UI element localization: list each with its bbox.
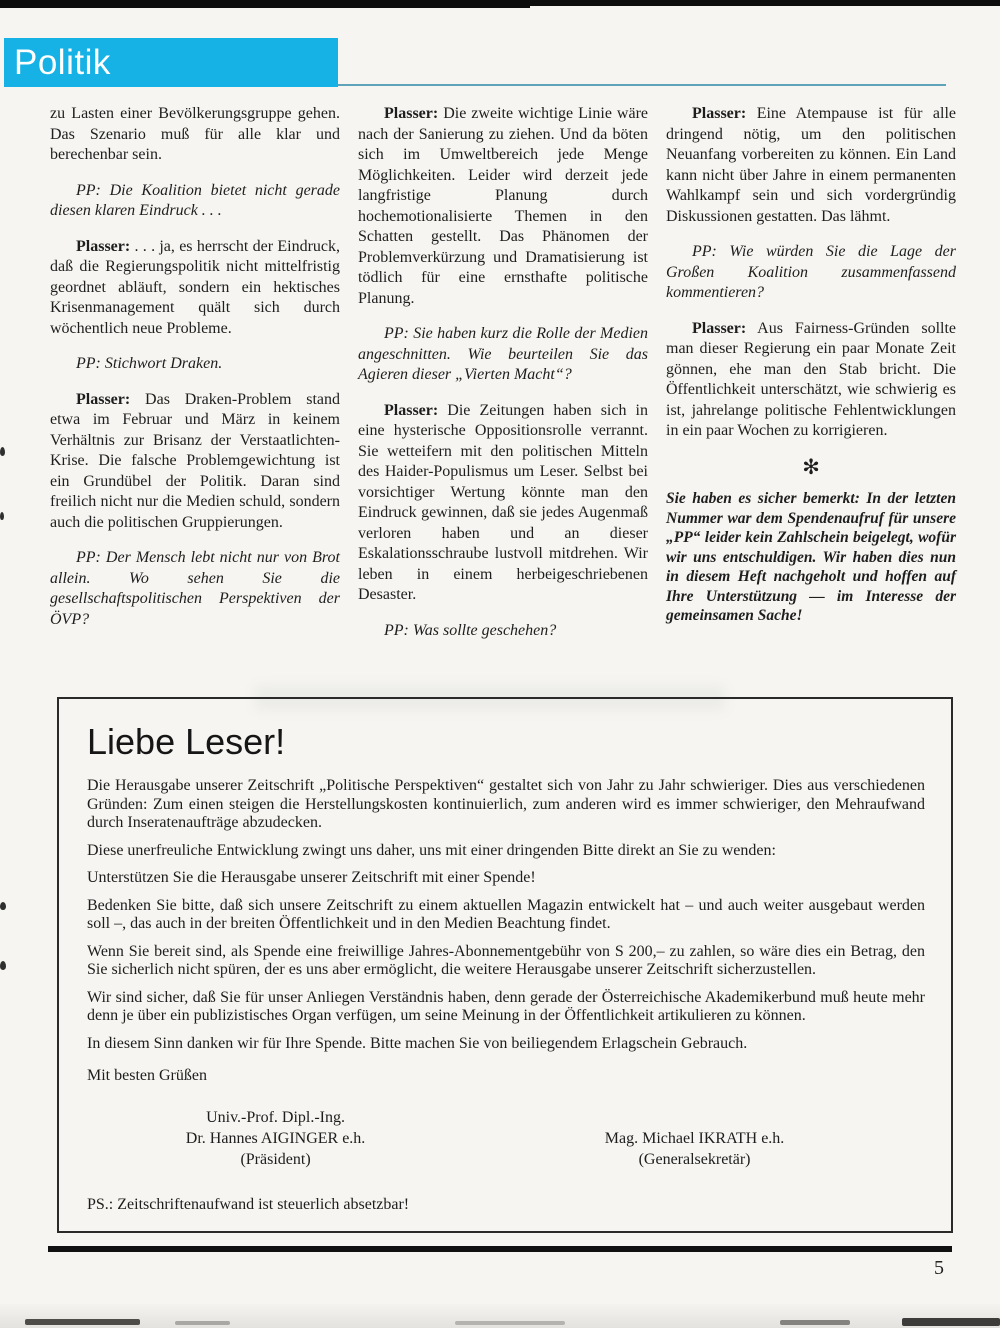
letter-box (57, 697, 953, 1233)
signature-line: Univ.-Prof. Dipl.-Ing. (206, 1109, 346, 1126)
signature-line: (Präsident) (240, 1151, 311, 1168)
interview-question: PP: Wie würden Sie die Lage der Großen Koalition zusammenfassend kommentieren? (666, 243, 956, 301)
interview-answer: Plasser: Das Draken-Problem stand etwa im Februar und März in keinem Verhältnis zur Brisanz der Verstaatlichten-Krise. Die falsche Problemgewichtung ist ein Grundübel der Politik. Daran sind freilich nicht nur die Medien schuld, sondern auch die politischen Gruppierungen. (50, 390, 340, 531)
signature-line: Dr. Hannes AIGINGER e.h. (185, 1130, 366, 1147)
letter-paragraph: Bedenken Sie bitte, daß sich unsere Zeitschrift zu einem aktuellen Magazin entwickelt hat – und auch weiter ausgebaut werden soll –, das auch in der breiten Öffentlichkeit und in den Medien Beachtung findet. (87, 896, 925, 932)
scan-edge-dash (780, 1320, 850, 1325)
margin-ink-mark (0, 512, 4, 520)
interview-question: PP: Die Koalition bietet nicht gerade diesen klaren Eindruck . . . (50, 181, 340, 219)
signature-line: (Generalsekretär) (638, 1151, 751, 1168)
article-column-1 (50, 104, 340, 656)
letter-body (87, 777, 925, 1053)
section-separator-asterisk: ✻ (802, 454, 820, 479)
interview-answer: Plasser: Eine Atempause ist für alle dringend nötig, um den politischen Neuanfang vorbereiten zu können. Ein Land kann nicht über Jahre in einem permanenten Wahlkampf sein und sich vordergründig Diskussionen gestatten. Das lähmt. (666, 105, 956, 225)
interview-answer: Plasser: Die Zeitungen haben sich in eine hysterische Oppositionsrolle verrannt. Sie wetteifern mit den politischen Mitteln des Haider-Populismus um Leser. Selbst bei vorsichtiger Wertung könnte man den Eindruck gewinnen, daß sie jedes Augenmaß verloren haben und an dieser Eskalationsschraube lustvoll mitdrehen. Wir leben in einem herbeigeschriebenen Desaster. (358, 401, 648, 603)
margin-ink-mark (0, 447, 5, 456)
signature-secretary (464, 1107, 925, 1170)
letter-ps: PS.: Zeitschriftenaufwand ist steuerlich absetzbar! (87, 1196, 410, 1213)
page-number: 5 (934, 1257, 944, 1279)
signature-blocks (87, 1107, 925, 1170)
section-header-box (4, 38, 338, 87)
letter-paragraph: Wenn Sie bereit sind, als Spende eine freiwillige Jahres-Abonnementgebühr von S 200,– zu zahlen, so wäre dies ein Betrag, den Sie sicherlich nicht spüren, der es uns aber ermöglicht, die weitere Herausgabe unserer Zeitschrift sicherzustellen. (87, 942, 925, 978)
margin-ink-mark (0, 961, 6, 970)
scan-edge-top-fade (530, 6, 1000, 9)
letter-paragraph: Wir sind sicher, daß Sie für unser Anliegen Verständnis haben, denn gerade der Österreichische Akademikerbund muß heute mehr denn je über ein publizistisches Organ verfügen, um seine Meinung in der Öffentlichkeit artikulieren zu können. (87, 988, 925, 1024)
letter-title: Liebe Leser! (87, 721, 286, 762)
scan-edge-dash (25, 1319, 140, 1325)
interview-question: PP: Sie haben kurz die Rolle der Medien angeschnitten. Wie beurteilen Sie das Agieren dieser „Vierten Macht“? (358, 325, 648, 383)
article-column-3 (666, 104, 956, 656)
scan-edge-dash (902, 1318, 1000, 1326)
header-rule (338, 84, 946, 86)
letter-paragraph: Diese unerfreuliche Entwicklung zwingt uns daher, uns mit einer dringenden Bitte direkt an Sie zu wenden: (87, 841, 776, 859)
article-columns (50, 104, 956, 656)
section-title: Politik (14, 43, 111, 82)
interview-answer: Plasser: Aus Fairness-Gründen sollte man dieser Regierung ein paar Monate Zeit gönnen, ehe man den Stab bricht. Die Öffentlichkeit unterschätzt, wie schwierig es ist, jahrelange politische Fehlentwicklungen in ein paar Wochen zu korrigieren. (666, 319, 956, 439)
editorial-note: Sie haben es sicher bemerkt: In der letzten Nummer war dem Spendenaufruf für unsere „PP“ leider kein Zahlschein beigelegt, wofür wir uns entschuldigen. Wir haben dies nun in diesem Heft nachgeholt und hoffen auf Ihre Unterstützung — im Interesse der gemeinsamen Sache! (666, 490, 956, 624)
letter-closing: Mit besten Grüßen (87, 1067, 207, 1084)
scan-edge-dash (455, 1321, 565, 1325)
footer-rule (48, 1246, 952, 1252)
article-column-2 (358, 104, 648, 656)
letter-paragraph: Die Herausgabe unserer Zeitschrift „Politische Perspektiven“ gestaltet sich von Jahr zu Jahr schwieriger. Dies aus verschiedenen Gründen: Zum einen steigen die Herstellungskosten kontinuierlich, zum anderen wird es immer schwieriger, den Mehraufwand durch Inseratenaufträge abzudecken. (87, 777, 925, 831)
scan-edge-dash (175, 1321, 230, 1325)
interview-question: PP: Der Mensch lebt nicht nur von Brot allein. Wo sehen Sie die gesellschaftspolitischen Perspektiven der ÖVP? (50, 549, 340, 628)
interview-question: PP: Stichwort Draken. (76, 355, 223, 372)
letter-paragraph: Unterstützen Sie die Herausgabe unserer Zeitschrift mit einer Spende! (87, 869, 536, 886)
interview-text-continued: zu Lasten einer Bevölkerungsgruppe gehen. Das Szenario muß für alle klar und berechenbar sein. (50, 105, 340, 163)
signature-line: Mag. Michael IKRATH e.h. (604, 1130, 785, 1147)
letter-content (59, 699, 951, 1214)
interview-answer: Plasser: . . . ja, es herrscht der Eindruck, daß die Regierungspolitik nicht mittelfristig geordnet abläuft, sondern ein hektisches Krisenmanagement quält sich durch wöchentlich neue Probleme. (50, 237, 340, 337)
signature-president (87, 1107, 464, 1170)
margin-ink-mark (0, 902, 6, 910)
interview-question: PP: Was sollte geschehen? (384, 621, 557, 639)
letter-paragraph: In diesem Sinn danken wir für Ihre Spende. Bitte machen Sie von beiliegendem Erlagschein Gebrauch. (87, 1034, 748, 1052)
interview-answer: Plasser: Die zweite wichtige Linie wäre nach der Sanierung zu ziehen. Und da böten sich im Umweltbereich jede Menge Möglichkeiten. Leider wird derzeit jede langfristige Planung durch hochemotionalisierte Themen in den Schatten gestellt. Das Phänomen der Problemverkürzung und Dramatisierung ist tödlich für eine ernsthafte politische Planung. (358, 105, 648, 307)
